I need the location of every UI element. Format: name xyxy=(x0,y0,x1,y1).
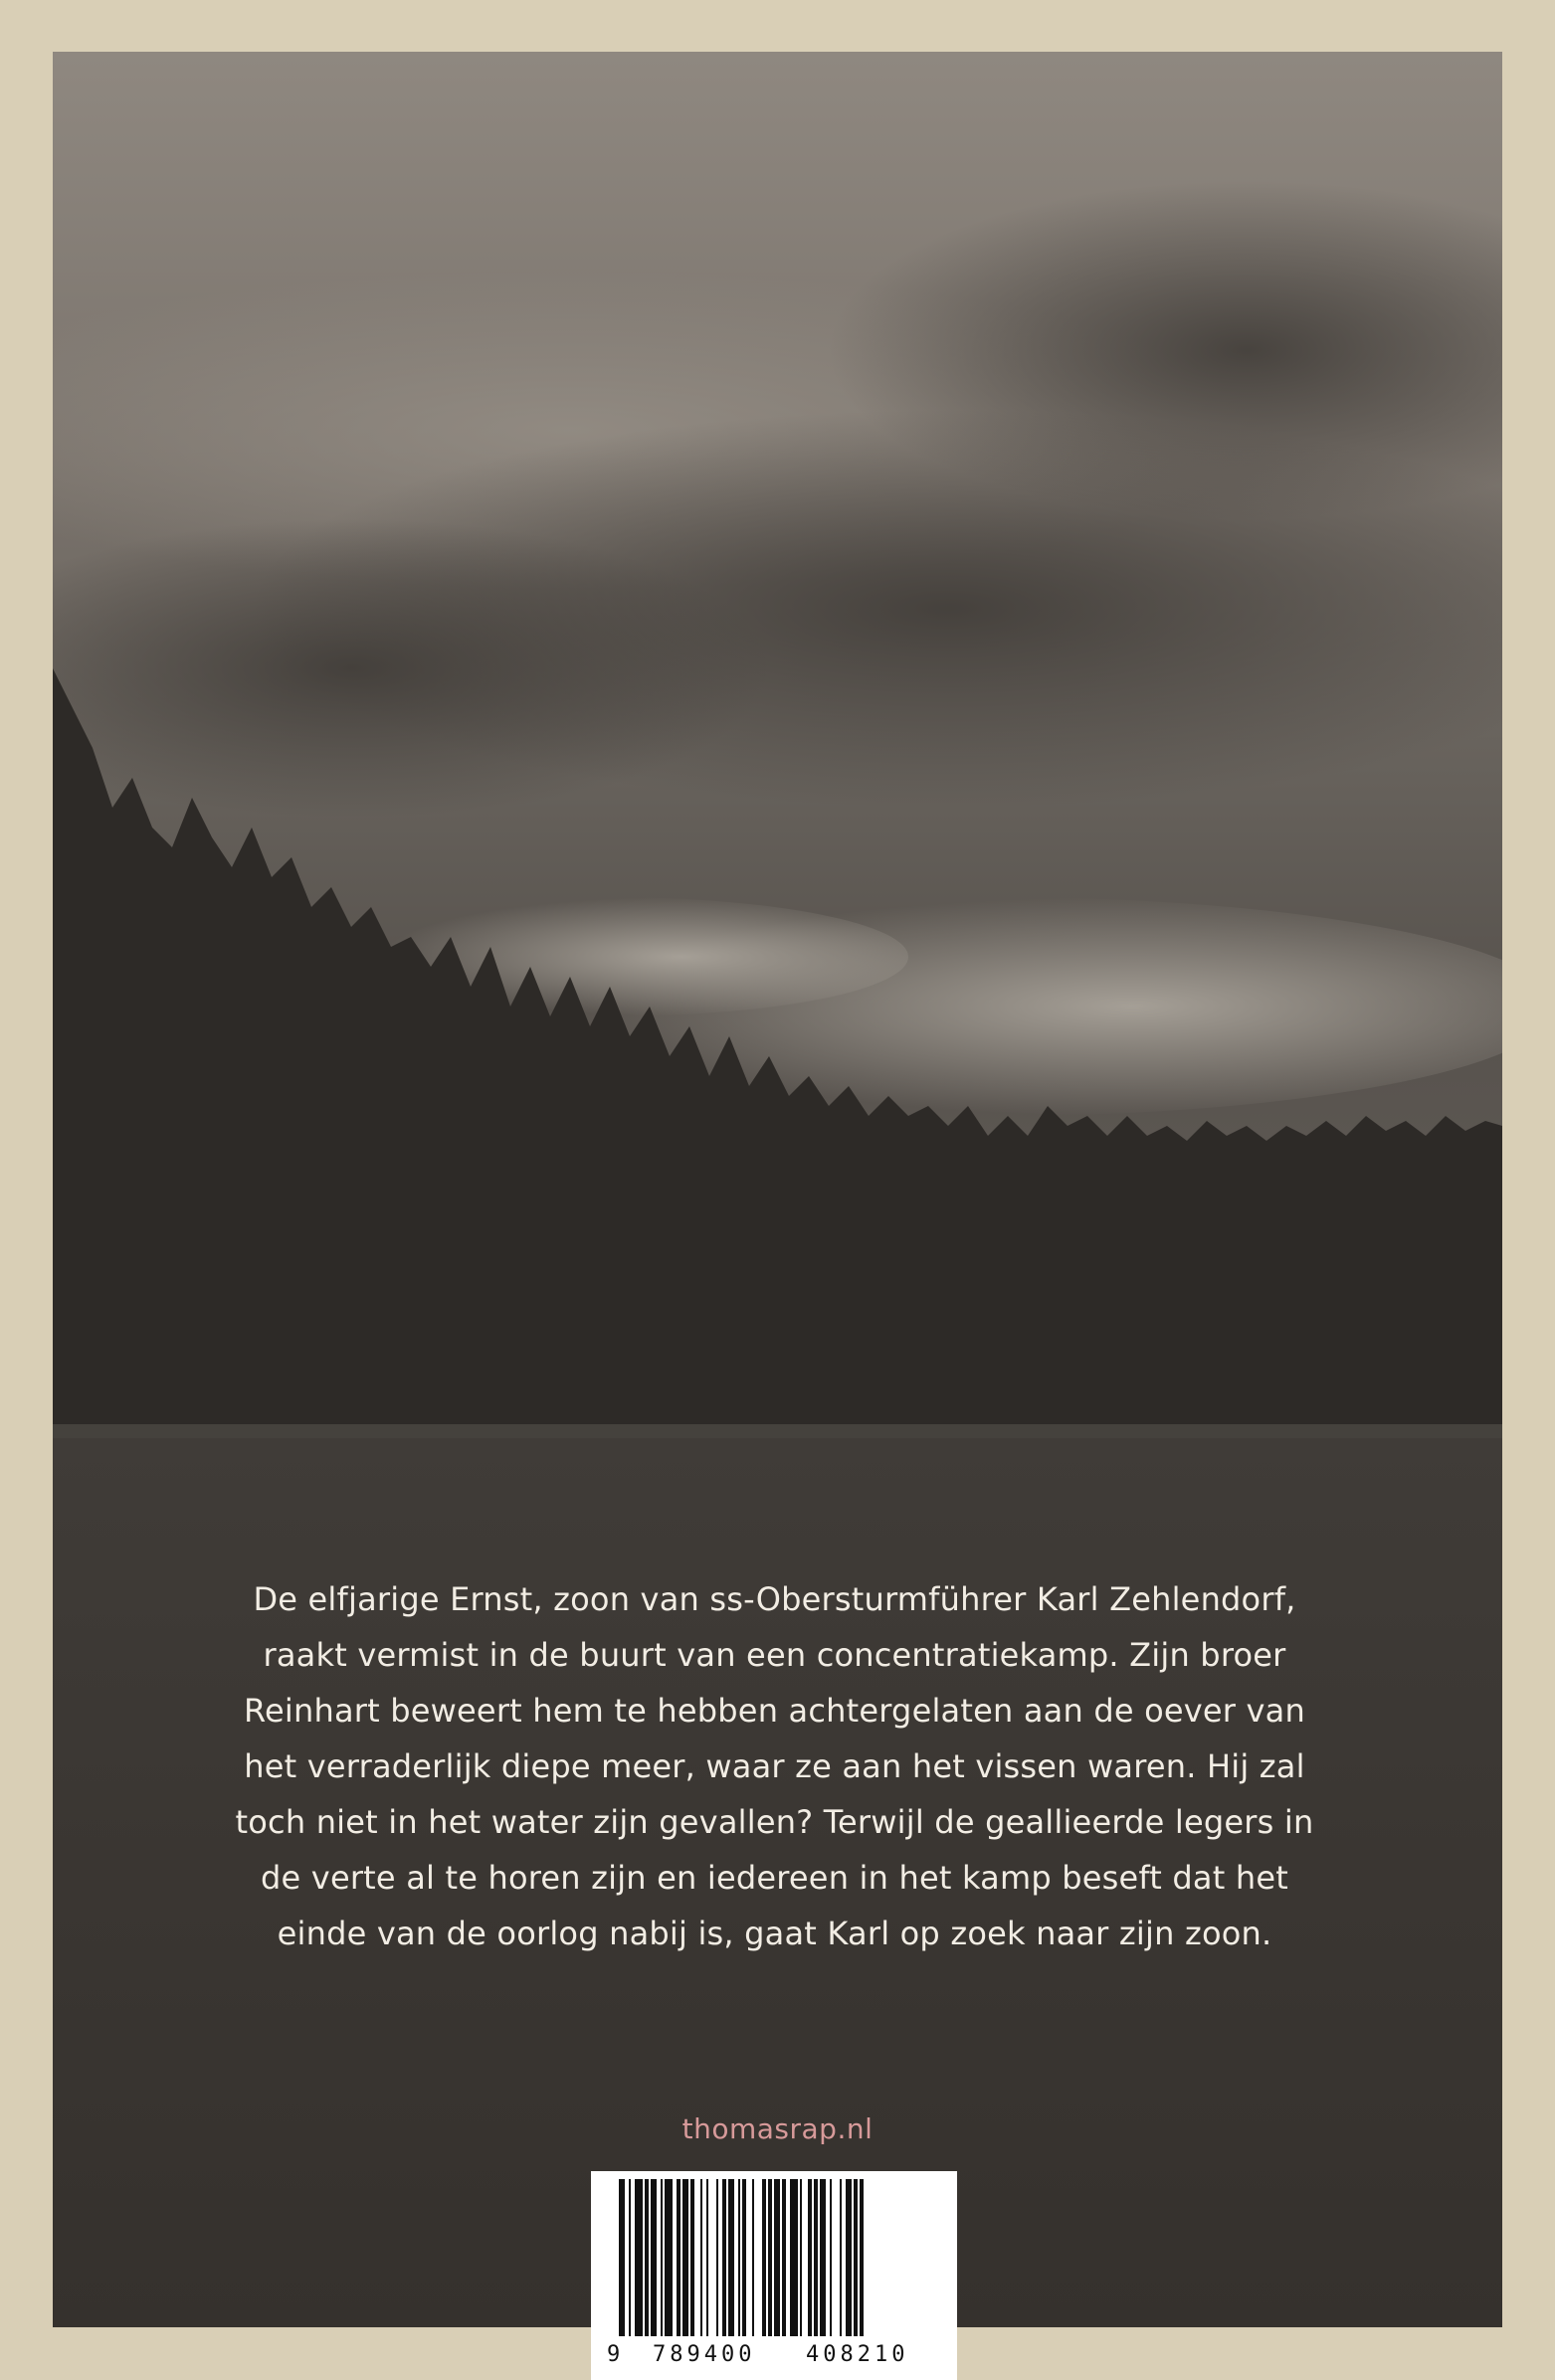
barcode-bar xyxy=(629,2179,631,2336)
barcode-bar xyxy=(716,2179,718,2336)
blurb-text xyxy=(155,1571,1394,1961)
barcode-bar xyxy=(854,2179,858,2336)
blurb-line: De elfjarige Ernst, zoon van ss-Obersturmführer Karl Zehlendorf, xyxy=(253,1580,1296,1618)
barcode-bar xyxy=(762,2179,766,2336)
blurb-line: toch niet in het water zijn gevallen? Terwijl de geallieerde legers in xyxy=(235,1803,1314,1841)
barcode-bar xyxy=(738,2179,740,2336)
barcode-bar xyxy=(820,2179,826,2336)
cover-photo xyxy=(53,52,1502,2327)
blurb-line: het verraderlijk diepe meer, waar ze aan het vissen waren. Hij zal xyxy=(244,1747,1305,1785)
barcode-digits-left: 789400 xyxy=(653,2342,756,2367)
barcode-digits-right: 408210 xyxy=(806,2342,909,2367)
barcode-bar xyxy=(635,2179,643,2336)
barcode-bar xyxy=(814,2179,818,2336)
blurb-line: Reinhart beweert hem te hebben achtergelaten aan de oever van xyxy=(244,1692,1305,1730)
barcode-bar xyxy=(706,2179,708,2336)
publisher-website: thomasrap.nl xyxy=(681,2112,874,2145)
blurb-line: de verte al te horen zijn en iedereen in het kamp beseft dat het xyxy=(261,1859,1288,1897)
blurb-line: einde van de oorlog nabij is, gaat Karl op zoek naar zijn zoon. xyxy=(277,1915,1272,1952)
barcode-bar xyxy=(619,2179,625,2336)
landscape-image xyxy=(53,52,1502,2327)
barcode-bar xyxy=(840,2179,842,2336)
barcode-bar xyxy=(690,2179,694,2336)
barcode-bar xyxy=(651,2179,657,2336)
barcode-bar xyxy=(860,2179,864,2336)
barcode-bar xyxy=(800,2179,802,2336)
barcode-bar xyxy=(645,2179,649,2336)
barcode-bar xyxy=(677,2179,680,2336)
barcode-bar xyxy=(665,2179,673,2336)
barcode-digits xyxy=(591,2338,957,2372)
barcode-bar xyxy=(846,2179,852,2336)
barcode-bar xyxy=(682,2179,688,2336)
barcode-bar xyxy=(700,2179,702,2336)
barcode-bar xyxy=(790,2179,798,2336)
barcode-bar xyxy=(728,2179,734,2336)
barcode-bar xyxy=(722,2179,726,2336)
barcode-digit-first: 9 xyxy=(607,2342,621,2367)
barcode-bar xyxy=(661,2179,663,2336)
barcode-bar xyxy=(752,2179,754,2336)
barcode-bar xyxy=(774,2179,780,2336)
isbn-barcode xyxy=(591,2171,957,2380)
barcode-bar xyxy=(830,2179,832,2336)
barcode-bar xyxy=(808,2179,812,2336)
barcode-bar xyxy=(742,2179,746,2336)
barcode-bar xyxy=(768,2179,772,2336)
barcode-bar xyxy=(782,2179,786,2336)
blurb-line: raakt vermist in de buurt van een concentratiekamp. Zijn broer xyxy=(263,1636,1286,1674)
